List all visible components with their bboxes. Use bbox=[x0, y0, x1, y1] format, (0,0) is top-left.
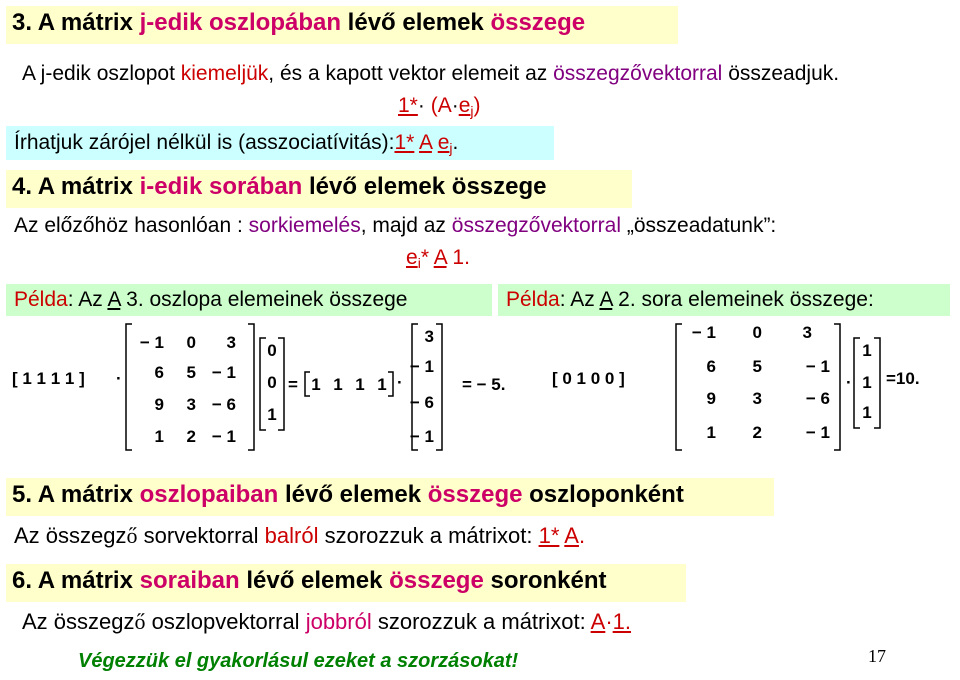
period: . bbox=[452, 131, 459, 154]
text: szorozzuk a mátrixot: bbox=[377, 609, 586, 634]
heading-number: 6. bbox=[12, 567, 33, 594]
heading-text: lévő elemek bbox=[347, 9, 484, 36]
ones-vector: 1* bbox=[538, 523, 560, 548]
matrix-cell: 3 bbox=[186, 395, 196, 414]
text: összeadjuk. bbox=[728, 62, 840, 85]
footer-text: Végezzük el gyakorlásul ezeket a szorzásokat! bbox=[78, 650, 519, 672]
text-highlight: összegzővektorral bbox=[451, 214, 622, 237]
paren: ) bbox=[473, 94, 481, 117]
matrix-cell: 1 bbox=[706, 423, 716, 442]
text: „összeadatunk”: bbox=[626, 214, 777, 237]
heading-6 bbox=[6, 564, 686, 602]
dot: · bbox=[451, 94, 459, 117]
matrix-A: A bbox=[599, 288, 613, 311]
heading-text: lévő elemek bbox=[246, 567, 383, 594]
matrix-cell: 6 bbox=[706, 357, 716, 376]
equals: = bbox=[288, 375, 298, 394]
transpose: * bbox=[420, 246, 429, 269]
text-line-4 bbox=[14, 522, 585, 550]
text-line-3 bbox=[14, 212, 776, 240]
text: Az összegz bbox=[22, 609, 135, 634]
ones-vector: 1. bbox=[452, 246, 470, 269]
vector-cell: − 1 bbox=[409, 427, 434, 446]
dot: · bbox=[846, 373, 852, 392]
bracket-left bbox=[676, 324, 682, 450]
text: oszlopvektorral bbox=[145, 609, 300, 634]
text-highlight: balról bbox=[264, 523, 319, 548]
heading-highlight: i-edik sorában bbox=[139, 173, 303, 200]
text: 3. oszlopa elemeinek összege bbox=[126, 288, 408, 311]
text: ő bbox=[126, 523, 138, 548]
matrix-cell: − 1 bbox=[805, 423, 830, 442]
ones-vector: 1* bbox=[394, 131, 415, 154]
text: Az összegz bbox=[14, 523, 127, 548]
formula-1 bbox=[398, 92, 481, 125]
heading-text: lévő elemek bbox=[309, 173, 446, 200]
dot: · bbox=[417, 94, 425, 117]
matrix-cell: 1 bbox=[154, 427, 164, 446]
text: A j-edik oszlopot bbox=[22, 62, 175, 85]
ones-vector: 1. bbox=[612, 609, 631, 634]
row-vector: [ 1 1 1 1 ] bbox=[12, 369, 85, 388]
heading-text: A mátrix bbox=[37, 481, 133, 508]
matrix-cell: 5 bbox=[752, 357, 762, 376]
unit-vector: e bbox=[406, 246, 418, 269]
bracket-left bbox=[126, 324, 132, 450]
text-highlight: kiemeljük bbox=[180, 62, 269, 85]
bracket-right bbox=[436, 324, 442, 450]
matrix-cell: − 1 bbox=[691, 323, 716, 342]
text: Az előzőhöz hasonlóan : bbox=[14, 214, 243, 237]
example-word: Példa bbox=[506, 288, 560, 311]
example-1-math bbox=[0, 318, 540, 458]
vector-cell: 0 bbox=[267, 373, 277, 392]
vector-cell: 1 bbox=[267, 405, 277, 424]
example-1-label bbox=[6, 284, 492, 316]
text-line-5 bbox=[22, 608, 631, 636]
text: , és a kapott vektor elemeit az bbox=[268, 62, 548, 85]
dot: · bbox=[605, 609, 613, 634]
heading-3 bbox=[6, 6, 678, 44]
text: : Az bbox=[559, 288, 595, 311]
matrix-cell: 2 bbox=[752, 423, 762, 442]
matrix-cell: − 6 bbox=[805, 389, 830, 408]
vector-cell: 1 bbox=[862, 341, 872, 360]
vector-cell: 0 bbox=[267, 341, 277, 360]
matrix-A: A bbox=[107, 288, 121, 311]
unit-vector: e bbox=[437, 131, 450, 154]
text: Írhatjuk zárójel nélkül is (asszociatívitás): bbox=[14, 131, 395, 154]
text-highlight: összegzővektorral bbox=[553, 62, 723, 85]
matrix-cell: − 1 bbox=[139, 333, 164, 352]
text-line-1 bbox=[22, 60, 839, 88]
text: 2. sora elemeinek összege: bbox=[618, 288, 874, 311]
matrix-cell: 9 bbox=[154, 395, 164, 414]
formula-A: (A bbox=[430, 94, 452, 117]
formula-2 bbox=[406, 244, 470, 277]
matrix-A: A bbox=[419, 131, 432, 154]
heading-5 bbox=[6, 478, 774, 516]
bracket-right bbox=[248, 324, 254, 450]
vector-cell: 1 bbox=[311, 375, 321, 394]
heading-highlight: összege bbox=[389, 567, 484, 594]
heading-highlight: összege bbox=[490, 9, 586, 36]
heading-number: 4. bbox=[12, 173, 33, 200]
result: =10. bbox=[886, 369, 920, 388]
heading-text: lévő elemek bbox=[284, 481, 422, 508]
matrix-cell: 6 bbox=[154, 363, 164, 382]
heading-number: 3. bbox=[12, 9, 33, 36]
example-2-label bbox=[498, 284, 950, 316]
heading-text: A mátrix bbox=[37, 9, 133, 36]
text-highlight: sorkiemelés bbox=[248, 214, 361, 237]
vector-cell: − 6 bbox=[409, 393, 434, 412]
bracket-right bbox=[278, 338, 284, 430]
heading-highlight: oszlopaiban bbox=[139, 481, 279, 508]
matrix-cell: 3 bbox=[752, 389, 762, 408]
heading-text: soronként bbox=[490, 567, 607, 594]
unit-vector: e bbox=[458, 94, 471, 117]
dot: · bbox=[397, 373, 403, 392]
text: ő bbox=[134, 609, 146, 634]
matrix-cell: − 1 bbox=[805, 357, 830, 376]
bracket-left bbox=[260, 338, 266, 430]
result: = − 5. bbox=[462, 375, 506, 394]
matrix-A: A bbox=[564, 523, 579, 548]
text-line-2 bbox=[6, 126, 554, 160]
bracket-right bbox=[388, 372, 393, 396]
matrix-cell: 3 bbox=[226, 333, 236, 352]
heading-4 bbox=[6, 170, 632, 208]
heading-text: A mátrix bbox=[37, 567, 133, 594]
matrix-A: A bbox=[433, 246, 447, 269]
bracket-left bbox=[854, 338, 860, 428]
index: j bbox=[470, 103, 474, 119]
page-number: 17 bbox=[868, 646, 886, 666]
matrix-cell: 2 bbox=[186, 427, 196, 446]
vector-cell: 1 bbox=[862, 403, 872, 422]
matrix-cell: 0 bbox=[752, 323, 762, 342]
ones-vector: 1* bbox=[398, 94, 418, 117]
vector-cell: 1 bbox=[377, 375, 387, 394]
example-2-math bbox=[540, 318, 950, 458]
heading-text: összege bbox=[451, 173, 547, 200]
bracket-right bbox=[874, 338, 880, 428]
index: i bbox=[417, 255, 421, 271]
bracket-right bbox=[834, 324, 840, 450]
text: szorozzuk a mátrixot: bbox=[324, 523, 533, 548]
vector-cell: − 1 bbox=[409, 357, 434, 376]
matrix-cell: 3 bbox=[802, 323, 812, 342]
vector-cell: 1 bbox=[355, 375, 365, 394]
example-word: Példa bbox=[14, 288, 68, 311]
matrix-cell: − 6 bbox=[211, 395, 236, 414]
text: : Az bbox=[67, 288, 103, 311]
matrix-cell: 9 bbox=[706, 389, 716, 408]
vector-cell: 1 bbox=[333, 375, 343, 394]
period: . bbox=[578, 523, 586, 548]
heading-highlight: j-edik oszlopában bbox=[139, 9, 341, 36]
matrix-cell: − 1 bbox=[211, 363, 236, 382]
heading-text: oszloponként bbox=[529, 481, 684, 508]
dot: · bbox=[116, 369, 122, 388]
matrix-A: A bbox=[590, 609, 606, 634]
heading-highlight: soraiban bbox=[139, 567, 240, 594]
index: j bbox=[449, 140, 453, 156]
vector-cell: 1 bbox=[862, 373, 872, 392]
text: sorvektorral bbox=[137, 523, 259, 548]
row-vector: [ 0 1 0 0 ] bbox=[552, 369, 625, 388]
heading-number: 5. bbox=[12, 481, 33, 508]
matrix-cell: 5 bbox=[186, 363, 196, 382]
vector-cell: 3 bbox=[424, 327, 434, 346]
text: , majd az bbox=[360, 214, 446, 237]
heading-text: A mátrix bbox=[37, 173, 133, 200]
heading-highlight: összege bbox=[427, 481, 523, 508]
matrix-cell: 0 bbox=[186, 333, 196, 352]
text-highlight: jobbról bbox=[305, 609, 372, 634]
matrix-cell: − 1 bbox=[211, 427, 236, 446]
bracket-left bbox=[305, 372, 310, 396]
